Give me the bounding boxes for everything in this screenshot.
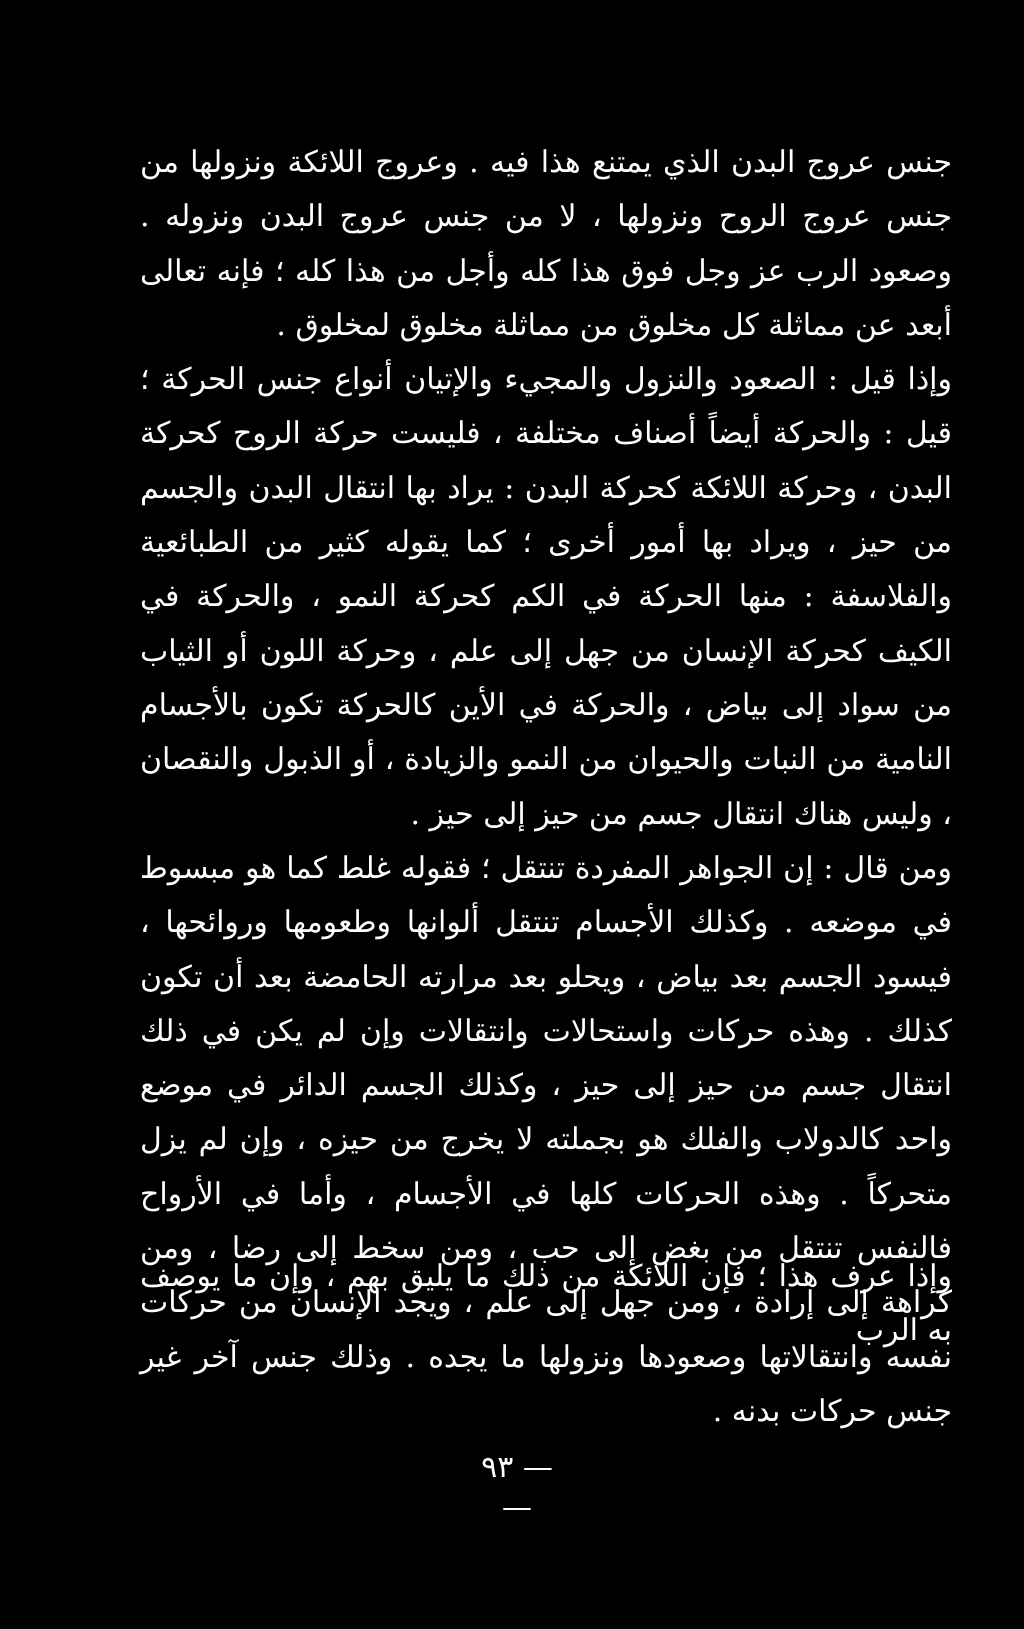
paragraph-1: جنس عروج البدن الذي يمتنع هذا فيه . وعروج اللائكة ونزولها من جنس عروج الروح ونزولها ، لا من جنس عروج البدن ونزوله . وصعود الرب عز وجل فوق هذا كله وأجل من هذا كله ؛ فإنه تعالى أبعد عن مماثلة كل مخلوق من مماثلة مخلوق لمخلوق . bbox=[140, 145, 952, 343]
text-column-upper bbox=[140, 136, 952, 842]
paragraph-4: وإذا عرف هذا ؛ فإن اللائكة من ذلك ما يليق بهم ، وإن ما يوصف به الرب bbox=[140, 1259, 952, 1349]
text-column-lower bbox=[140, 1250, 952, 1359]
page-number: — ٩٣ — bbox=[481, 1450, 553, 1525]
paragraph-3: ومن قال : إن الجواهر المفردة تنتقل ؛ فقوله غلط كما هو مبسوط في موضعه . وكذلك الأجسام تنتقل ألوانها وطعومها وروائحها ، فيسود الجسم بعد بياض ، ويحلو بعد مرارته الحامضة بعد أن تكون كذلك . وهذه حركات واستحالات وانتقالات وإن لم يكن في ذلك انتقال جسم من حيز إلى حيز ، وكذلك الجسم الدائر في موضع واحد كالدولاب والفلك هو بجملته لا يخرج من حيزه ، وإن لم يزل متحركاً . وهذه الحركات كلها في الأجسام ، وأما في الأرواح فالنفس تنتقل من بغض إلى حب ، ومن سخط إلى رضا ، ومن كراهة إلى إرادة ، ومن جهل إلى علم ، ويجد الإنسان من حركات نفسه وانتقالاتها وصعودها ونزولها ما يجده . وذلك جنس آخر غير جنس حركات بدنه . bbox=[140, 851, 952, 1429]
paragraph-2: وإذا قيل : الصعود والنزول والمجيء والإتيان أنواع جنس الحركة ؛ قيل : والحركة أيضاً أصناف مختلفة ، فليست حركة الروح كحركة البدن ، وحركة اللائكة كحركة البدن : يراد بها انتقال البدن والجسم من حيز ، ويراد بها أمور أخرى ؛ كما يقوله كثير من الطبائعية والفلاسفة : منها الحركة في الكم كحركة النمو ، والحركة في الكيف كحركة الإنسان من جهل إلى علم ، وحركة اللون أو الثياب من سواد إلى بياض ، والحركة في الأين كالحركة تكون بالأجسام النامية من النبات والحيوان من النمو والزيادة ، أو الذبول والنقصان ، وليس هناك انتقال جسم من حيز إلى حيز . bbox=[140, 362, 952, 832]
